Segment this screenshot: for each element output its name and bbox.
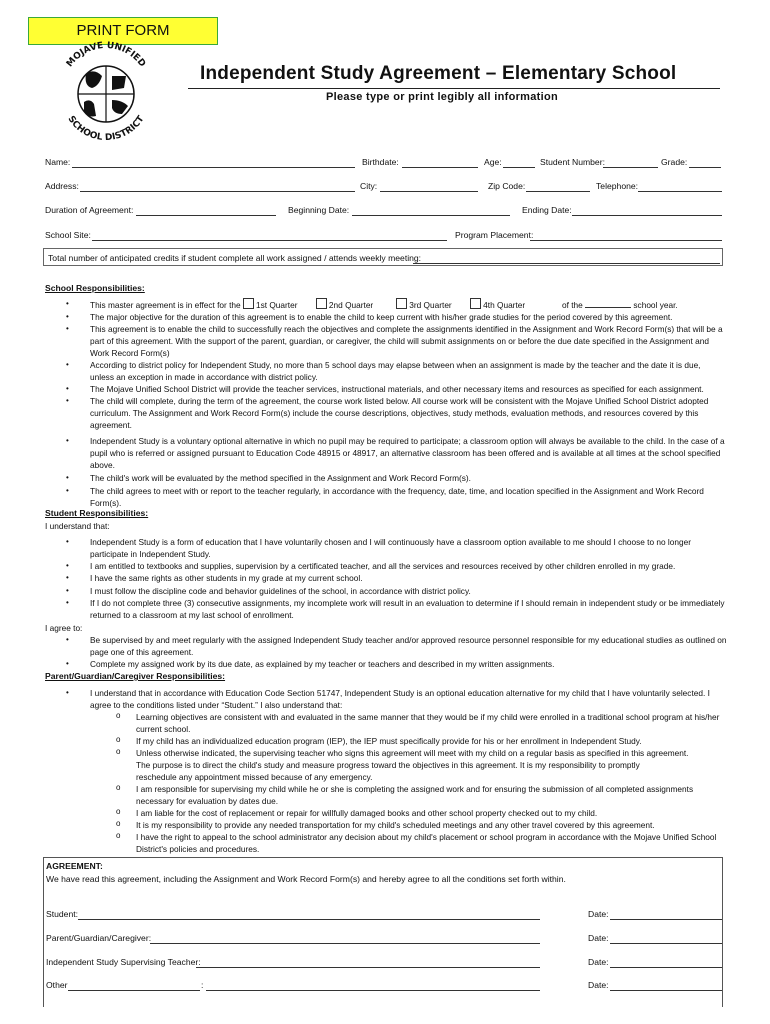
bullet: • xyxy=(66,384,69,393)
bullet: • xyxy=(66,312,69,321)
teacher-signature-field[interactable] xyxy=(196,958,540,968)
school-item-line: above. xyxy=(90,460,115,470)
grade-field[interactable] xyxy=(689,158,721,168)
print-form-button[interactable]: PRINT FORM xyxy=(28,17,218,45)
other-role-field[interactable] xyxy=(68,981,200,991)
address-label: Address: xyxy=(45,181,79,191)
school-responsibilities-heading: School Responsibilities: xyxy=(45,283,145,293)
parent-subitem-line: I am responsible for supervising my child while he or she is completing the assigned work and for ensuring the submission of all completed assignments xyxy=(136,784,694,794)
student-item-line: I have the same rights as other students in my grade at my current school. xyxy=(90,573,363,583)
city-field[interactable] xyxy=(380,182,478,192)
quarter-selection-line xyxy=(90,298,678,311)
school-item-line: Work Record Form(s) xyxy=(90,348,170,358)
program-placement-label: Program Placement: xyxy=(455,230,534,240)
bullet: • xyxy=(66,635,69,644)
page-subtitle: Please type or print legibly all information xyxy=(326,91,559,103)
beginning-date-label: Beginning Date: xyxy=(288,205,350,215)
student-number-label: Student Number: xyxy=(540,157,605,167)
school-item-line: part of this agreement. With the support of the parent, guardian, or caregiver, the child will submit assignments on or before the due date specified in the Assignment and xyxy=(90,336,709,346)
parent-subitem-line: Unless otherwise indicated, the supervising teacher who signs this agreement will meet with my child on a regular basis as specified in this agreement. xyxy=(136,748,689,758)
parent-date-label: Date: xyxy=(588,933,609,943)
age-field[interactable] xyxy=(503,158,535,168)
student-signature-label: Student: xyxy=(46,909,79,919)
sub-bullet: o xyxy=(116,831,121,840)
sub-bullet: o xyxy=(116,807,121,816)
school-item-line: unless an exception in made in accordance with district policy. xyxy=(90,372,318,382)
student-signature-field[interactable] xyxy=(78,910,540,920)
parent-subitem-line: If my child has an individualized education program (IEP), the IEP must specifically provide for his or her enrollment in Independent Study. xyxy=(136,736,642,746)
ending-date-label: Ending Date: xyxy=(522,205,572,215)
quarter-2-label: 2nd Quarter xyxy=(328,300,374,310)
school-item-line: The child's work will be evaluated by the method specified in the Assignment and Work Record Form(s). xyxy=(90,473,471,483)
sub-bullet: o xyxy=(116,819,121,828)
quarter-3-label: 3rd Quarter xyxy=(409,300,452,310)
school-item-line: The child will complete, during the term of the agreement, the course work listed below. All course work will be consistent with the Mojave Unified School District adopted xyxy=(90,396,709,406)
other-signature-label: Other xyxy=(46,980,68,990)
teacher-signature-label: Independent Study Supervising Teacher: xyxy=(46,957,201,967)
student-item-line: If I do not complete three (3) consecutive assignments, my incomplete work will result in an evaluation to determine if I should remain in independent study or be immediately xyxy=(90,598,725,608)
quarter-2-checkbox[interactable] xyxy=(316,298,327,309)
bullet: • xyxy=(66,598,69,607)
bullet: • xyxy=(66,473,69,482)
parent-item-line: agree to the conditions listed under “Student.” I also understand that: xyxy=(90,700,343,710)
bullet: • xyxy=(66,360,69,369)
agreement-text: We have read this agreement, including the Assignment and Work Record Form(s) and hereby agree to all the conditions set forth within. xyxy=(46,874,566,884)
student-date-field[interactable] xyxy=(610,910,722,920)
bullet: • xyxy=(66,561,69,570)
parent-signature-field[interactable] xyxy=(150,934,540,944)
teacher-date-label: Date: xyxy=(588,957,609,967)
agree-label: I agree to: xyxy=(45,623,83,633)
student-item-line: returned to a classroom at my last school of enrollment. xyxy=(90,610,294,620)
zip-field[interactable] xyxy=(526,182,590,192)
birthdate-field[interactable] xyxy=(402,158,478,168)
other-date-label: Date: xyxy=(588,980,609,990)
sub-bullet: o xyxy=(116,783,121,792)
school-item-line: pupil who is referred or assigned pursuant to Education Code 48915 or 48917, an alternative classroom has been offered and is available at all times at the school specified xyxy=(90,448,721,458)
quarter-intro: This master agreement is in effect for the xyxy=(90,300,241,310)
bullet: • xyxy=(66,436,69,445)
parent-subitem-line: District's policies and procedures. xyxy=(136,844,260,854)
age-label: Age: xyxy=(484,157,502,167)
bullet: • xyxy=(66,396,69,405)
sub-bullet: o xyxy=(116,735,121,744)
school-item-line: agreement. xyxy=(90,420,132,430)
credits-field[interactable] xyxy=(413,254,720,264)
quarter-4-label: 4th Quarter xyxy=(483,300,526,310)
quarter-1-label: 1st Quarter xyxy=(255,300,298,310)
student-date-label: Date: xyxy=(588,909,609,919)
student-number-field[interactable] xyxy=(603,158,658,168)
school-item-line: The Mojave Unified School District will provide the teacher services, instructional materials, and other necessary items and resources as specified for each assignment. xyxy=(90,384,704,394)
credits-label: Total number of anticipated credits if student complete all work assigned / attends weekly meeting: xyxy=(48,253,422,263)
school-site-field[interactable] xyxy=(92,231,447,241)
grade-label: Grade: xyxy=(661,157,688,167)
school-year-label: school year. xyxy=(633,300,678,310)
student-item-line: participate in Independent Study. xyxy=(90,549,211,559)
student-item-line: I am entitled to textbooks and supplies, supervision by a certificated teacher, and all the services and resources received by other children enrolled in my grade. xyxy=(90,561,676,571)
student-responsibilities-heading: Student Responsibilities: xyxy=(45,508,149,518)
agree-item-line: Be supervised by and meet regularly with the assigned Independent Study teacher and/or approved resource personnel responsible for my educational studies as outlined on xyxy=(90,635,727,645)
understand-label: I understand that: xyxy=(45,521,110,531)
other-signature-field[interactable] xyxy=(206,981,540,991)
parent-subitem-line: The purpose is to direct the child's study and measure progress toward the objectives in this agreement. It is my responsibility to promptly xyxy=(136,760,640,770)
parent-subitem-line: Learning objectives are consistent with and evaluated in the same manner that they would be if my child were enrolled in a traditional school program at his/her xyxy=(136,712,720,722)
bullet: • xyxy=(66,299,69,308)
school-item-line: curriculum. The Assignment and Work Record Form(s) include the course descriptions, objectives, study methods, evaluation methods, and resources covered by this xyxy=(90,408,699,418)
parent-subitem-line: reschedule any appointment missed because of any emergency. xyxy=(136,772,373,782)
bullet: • xyxy=(66,573,69,582)
beginning-date-field[interactable] xyxy=(352,206,510,216)
city-label: City: xyxy=(360,181,378,191)
school-site-label: School Site: xyxy=(45,230,91,240)
student-item-line: Independent Study is a form of education that I have voluntarily chosen and I will continuously have a classroom option available to me should I choose to no longer xyxy=(90,537,691,547)
bullet: • xyxy=(66,659,69,668)
student-item-line: I must follow the discipline code and behavior guidelines of the school, in accordance with district policy. xyxy=(90,586,471,596)
zip-label: Zip Code: xyxy=(488,181,526,191)
duration-label: Duration of Agreement: xyxy=(45,205,134,215)
telephone-label: Telephone: xyxy=(596,181,639,191)
parent-signature-label: Parent/Guardian/Caregiver: xyxy=(46,933,152,943)
quarter-3-checkbox[interactable] xyxy=(396,298,407,309)
quarter-4-checkbox[interactable] xyxy=(470,298,481,309)
quarter-1-checkbox[interactable] xyxy=(243,298,254,309)
title-divider xyxy=(188,88,720,89)
parent-subitem-line: current school. xyxy=(136,724,191,734)
bullet: • xyxy=(66,486,69,495)
parent-subitem-line: I am liable for the cost of replacement or repair for willfully damaged books and other school property checked out to my child. xyxy=(136,808,598,818)
parent-item-line: I understand that in accordance with Education Code Section 51747, Independent Study is an optional education alternative for my child that I have voluntarily selected. I xyxy=(90,688,710,698)
parent-date-field[interactable] xyxy=(610,934,722,944)
school-year-field[interactable] xyxy=(585,298,631,308)
name-label: Name: xyxy=(45,157,71,167)
teacher-date-field[interactable] xyxy=(610,958,722,968)
other-colon: : xyxy=(201,980,204,990)
bullet: • xyxy=(66,586,69,595)
district-logo xyxy=(50,40,162,140)
sub-bullet: o xyxy=(116,711,121,720)
telephone-field[interactable] xyxy=(638,182,722,192)
parent-subitem-line: I have the right to appeal to the school administrator any decision about my child's placement or school program in accordance with the Mojave Unified School xyxy=(136,832,717,842)
school-item-line: The child agrees to meet with or report to the teacher regularly, in accordance with the frequency, date, time, and location specified in the Assignment and Work Record xyxy=(90,486,704,496)
sub-bullet: o xyxy=(116,747,121,756)
agree-item-line: Complete my assigned work by its due date, as explained by my teacher or teachers and described in my written assignments. xyxy=(90,659,555,669)
page-title: Independent Study Agreement – Elementary School xyxy=(200,63,677,84)
school-item-line: Independent Study is a voluntary optional alternative in which no pupil may be required to participate; a classroom option will always be available to the child. In the case of a xyxy=(90,436,725,446)
svg-text:MOJAVE UNIFIED: MOJAVE UNIFIED xyxy=(64,40,148,70)
school-item-line: According to district policy for Independent Study, no more than 5 school days may elapse between when an assignment is made by the teacher and the date it is due, xyxy=(90,360,701,370)
agree-item-line: page one of this agreement. xyxy=(90,647,194,657)
program-placement-field[interactable] xyxy=(530,231,722,241)
agreement-heading: AGREEMENT: xyxy=(46,861,103,871)
school-item-line: This agreement is to enable the child to successfully reach the objectives and complete the assignments identified in the Assignment and Work Record Form(s) that will be a xyxy=(90,324,723,334)
bullet: • xyxy=(66,688,69,697)
bullet: • xyxy=(66,324,69,333)
address-field[interactable] xyxy=(80,182,355,192)
parent-responsibilities-heading: Parent/Guardian/Caregiver Responsibilities: xyxy=(45,671,226,681)
parent-subitem-line: necessary for evaluation by dates due. xyxy=(136,796,279,806)
svg-text:SCHOOL DISTRICT: SCHOOL DISTRICT xyxy=(65,114,147,140)
parent-subitem-line: It is my responsibility to provide any needed transportation for my child's scheduled meetings and any other travel covered by this agreement. xyxy=(136,820,655,830)
ending-date-field[interactable] xyxy=(572,206,722,216)
birthdate-label: Birthdate: xyxy=(362,157,399,167)
school-item-line: The major objective for the duration of this agreement is to enable the child to keep current with his/her grade studies for the period covered by this agreement. xyxy=(90,312,673,322)
school-year-of: of the xyxy=(562,300,583,310)
school-item-line: Form(s). xyxy=(90,498,122,508)
duration-field[interactable] xyxy=(136,206,276,216)
other-date-field[interactable] xyxy=(610,981,722,991)
name-field[interactable] xyxy=(72,158,355,168)
bullet: • xyxy=(66,537,69,546)
